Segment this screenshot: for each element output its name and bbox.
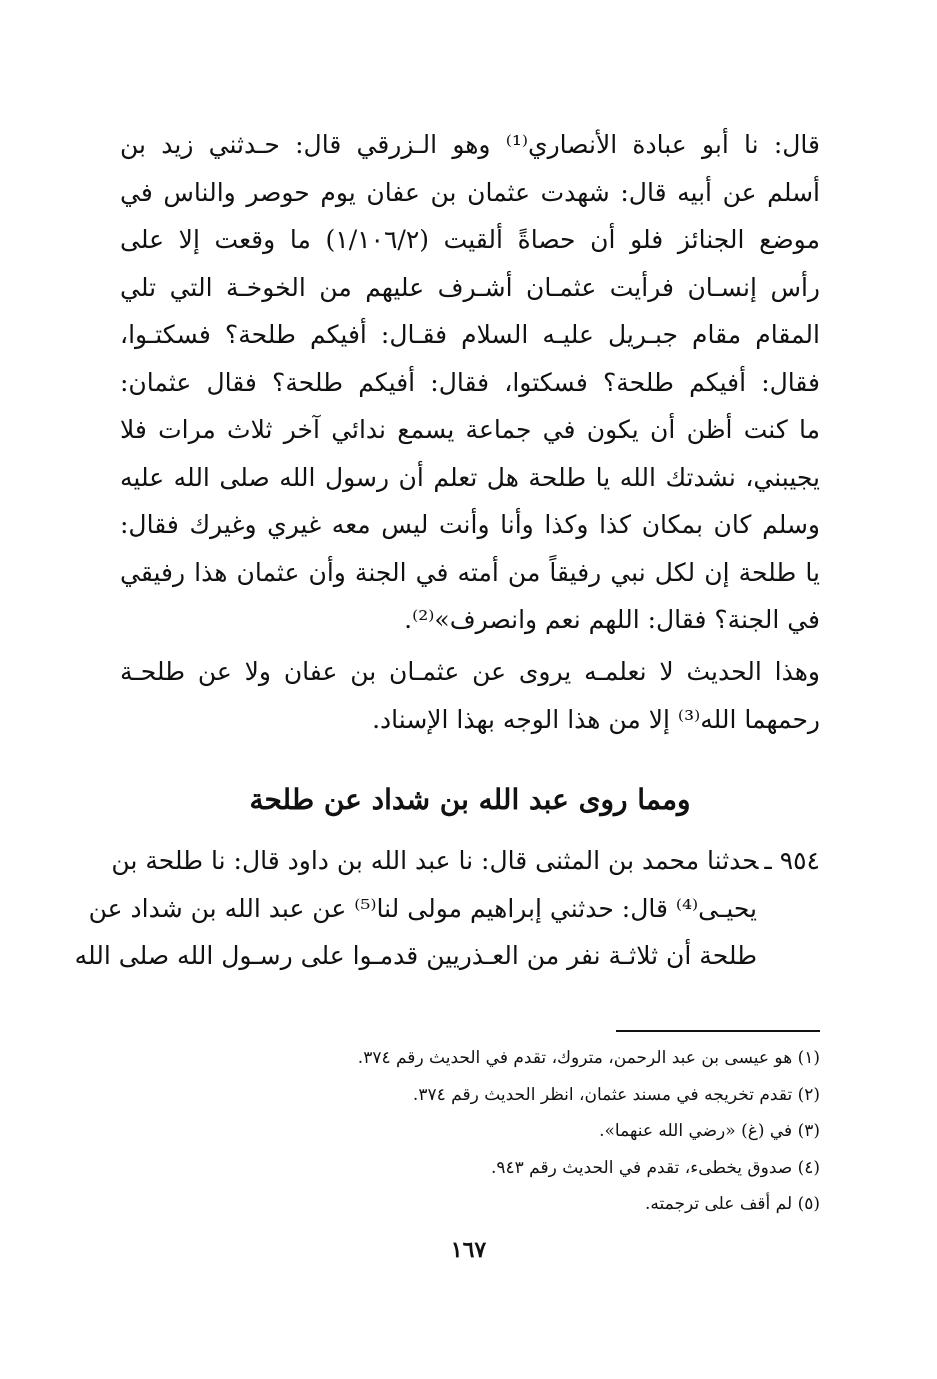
- hadith-text: حدثنا محمد بن المثنى قال: نا عبد الله بن داود قال: نا طلحة بن: [111, 846, 759, 875]
- page-number: ١٦٧: [450, 1237, 487, 1263]
- text-line: طلحة أن ثلاثـة نفر من العـذريين قدمـوا على رسـول الله صلى الله: [74, 941, 757, 970]
- footnote: (٢) تقدم تخريجه في مسند عثمان، انظر الحديث رقم ٣٧٤.: [412, 1084, 820, 1105]
- footnote: (١) هو عيسى بن عبد الرحمن، متروك، تقدم في الحديث رقم ٣٧٤.: [357, 1048, 820, 1068]
- text-line: قال: نا أبو عبادة الأنصاري⁽¹⁾ وهو الـزرقي قال: حـدثني زيد بن: [120, 130, 820, 159]
- footnotes: [120, 1040, 820, 1223]
- text-line: ما كنت أظن أن يكون في جماعة يسمع ندائي آخر ثلاث مرات فلا: [120, 415, 820, 444]
- section-heading: ومما روى عبد الله بن شداد عن طلحة: [249, 783, 691, 816]
- paragraph-1: [120, 121, 820, 644]
- text-line: في الجنة؟ فقال: اللهم نعم وانصرف»⁽²⁾.: [404, 605, 820, 634]
- text-line: [111, 837, 820, 885]
- text-line: يجيبني، نشدتك الله يا طلحة هل تعلم أن رسول الله صلى الله عليه: [120, 462, 820, 492]
- text-line: المقام مقام جبـريل عليـه السلام فقـال: أفيكم طلحة؟ فسكتـوا،: [120, 320, 820, 349]
- text-line: يا طلحة إن لكل نبي رفيقاً من أمته في الجنة وأن عثمان هذا رفيقي: [120, 557, 820, 587]
- text-line: رأس إنسـان فرأيت عثمـان أشـرف عليهم من الخوخـة التي تلي: [120, 272, 820, 302]
- text-line: وسلم كان بمكان كذا وكذا وأنا وأنت ليس معه غيري وغيرك فقال:: [120, 510, 820, 539]
- text-line: رحمهما الله⁽³⁾ إلا من هذا الوجه بهذا الإسناد.: [372, 704, 820, 734]
- text-line: فقال: أفيكم طلحة؟ فسكتوا، فقال: أفيكم طلحة؟ فقال عثمان:: [120, 367, 820, 397]
- paragraph-2: [120, 648, 820, 743]
- footnote: (٤) صدوق يخطىء، تقدم في الحديث رقم ٩٤٣.: [490, 1157, 820, 1178]
- footnote-divider: [616, 1030, 820, 1032]
- footnote: (٥) لم أقف على ترجمته.: [644, 1194, 820, 1214]
- footnote: (٣) في (غ) «رضي الله عنهما».: [599, 1121, 820, 1141]
- hadith-block: [74, 837, 820, 980]
- text-line: موضع الجنائز فلو أن حصاةً ألقيت (١/١٠٦/٢) ما وقعت إلا على: [120, 225, 820, 254]
- hadith-number: ٩٥٤ ـ: [764, 846, 820, 875]
- text-line: يحيـى⁽⁴⁾ قال: حدثني إبراهيم مولى لنا⁽⁵⁾ عن عبد الله بن شداد عن: [88, 893, 757, 923]
- text-line: وهذا الحديث لا نعلمـه يروى عن عثمـان بن عفان ولا عن طلحـة: [120, 657, 820, 686]
- text-line: أسلم عن أبيه قال: شهدت عثمان بن عفان يوم حوصر والناس في: [120, 177, 820, 207]
